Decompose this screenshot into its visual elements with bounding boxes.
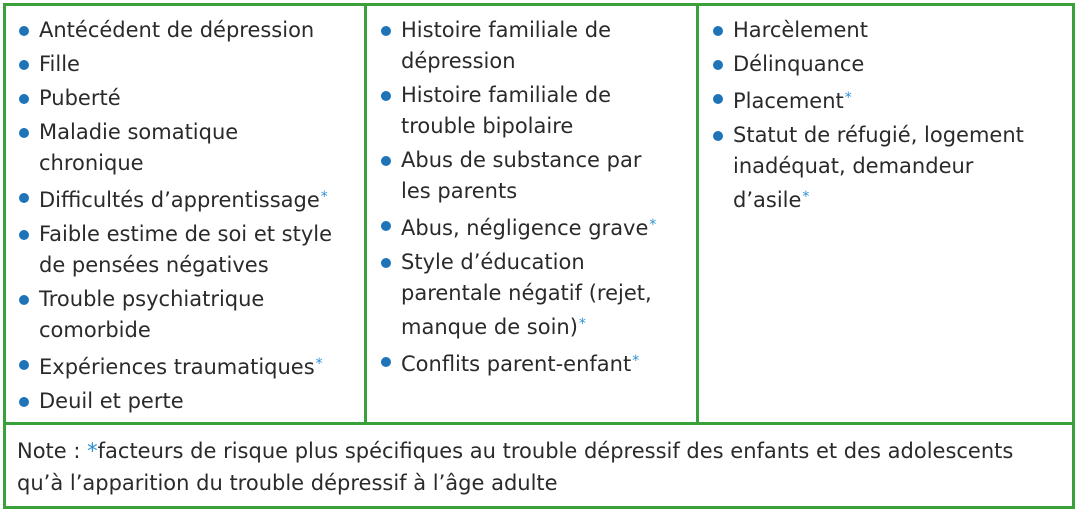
list-item-text: Deuil et perte xyxy=(39,389,184,413)
list-item xyxy=(709,120,1072,216)
list-item xyxy=(15,386,364,417)
list-item-text: Faible estime de soi et style de pensées négatives xyxy=(39,222,333,277)
risk-list-column-3 xyxy=(709,15,1072,216)
note-text: facteurs de risque plus spécifiques au trouble dépressif des enfants et des adolescents qu’à l’apparition du trouble dépressif à l’âge adulte xyxy=(17,439,1014,495)
bullet-icon xyxy=(713,94,723,104)
risk-factor-columns xyxy=(6,6,1072,422)
bullet-icon xyxy=(381,26,391,36)
list-item xyxy=(709,15,1072,46)
risk-list-column-2 xyxy=(377,15,696,380)
bullet-icon xyxy=(713,60,723,70)
note-asterisk: * xyxy=(87,439,98,463)
asterisk-marker: * xyxy=(649,217,657,233)
list-item-text: Trouble psychiatrique comorbide xyxy=(39,287,265,342)
bullet-icon xyxy=(381,221,391,231)
list-item-text: Fille xyxy=(39,52,80,76)
list-item xyxy=(15,83,364,114)
list-item-text: Style d’éducation parentale négatif (rejet, manque de soin) xyxy=(401,250,652,339)
bullet-icon xyxy=(19,128,29,138)
list-item-text: Difficultés d’apprentissage xyxy=(39,188,320,212)
list-item xyxy=(709,49,1072,80)
asterisk-marker: * xyxy=(844,90,852,106)
list-item-text: Histoire familiale de trouble bipolaire xyxy=(401,83,612,138)
column-3 xyxy=(699,6,1072,422)
bullet-icon xyxy=(381,91,391,101)
bullet-icon xyxy=(19,397,29,407)
list-item-text: Maladie somatique chronique xyxy=(39,120,239,175)
bullet-icon xyxy=(19,94,29,104)
list-item-text: Placement xyxy=(733,89,844,113)
note-prefix: Note : xyxy=(17,439,88,463)
list-item xyxy=(15,219,364,281)
list-item xyxy=(15,284,364,346)
list-item-text: Harcèlement xyxy=(733,18,868,42)
bullet-icon xyxy=(19,26,29,36)
list-item xyxy=(377,346,696,380)
list-item-text: Puberté xyxy=(39,86,121,110)
list-item-text: Abus de substance par les parents xyxy=(401,148,642,203)
list-item xyxy=(709,83,1072,117)
bullet-icon xyxy=(381,357,391,367)
list-item-text: Histoire familiale de dépression xyxy=(401,18,612,73)
asterisk-marker: * xyxy=(632,353,640,369)
asterisk-marker: * xyxy=(578,316,586,332)
list-item xyxy=(377,210,696,244)
list-item xyxy=(15,182,364,216)
bullet-icon xyxy=(381,156,391,166)
bullet-icon xyxy=(19,193,29,203)
list-item xyxy=(377,80,696,142)
list-item-text: Conflits parent-enfant xyxy=(401,352,632,376)
list-item xyxy=(15,49,364,80)
bullet-icon xyxy=(19,230,29,240)
bullet-icon xyxy=(381,258,391,268)
list-item xyxy=(15,349,364,383)
asterisk-marker: * xyxy=(315,356,323,372)
bullet-icon xyxy=(19,60,29,70)
risk-list-column-1 xyxy=(15,15,364,417)
asterisk-marker: * xyxy=(802,189,810,205)
list-item xyxy=(377,247,696,343)
list-item-text: Délinquance xyxy=(733,52,865,76)
bullet-icon xyxy=(713,26,723,36)
list-item xyxy=(15,15,364,46)
column-2 xyxy=(367,6,699,422)
list-item-text: Abus, négligence grave xyxy=(401,216,649,240)
bullet-icon xyxy=(713,131,723,141)
bullet-icon xyxy=(19,295,29,305)
list-item xyxy=(377,15,696,77)
list-item-text: Expériences traumatiques xyxy=(39,355,315,379)
list-item xyxy=(15,117,364,179)
list-item-text: Antécédent de dépression xyxy=(39,18,315,42)
risk-factors-table xyxy=(3,3,1075,509)
bullet-icon xyxy=(19,360,29,370)
list-item xyxy=(377,145,696,207)
list-item-text: Statut de réfugié, logement inadéquat, demandeur d’asile xyxy=(733,123,1024,212)
table-note xyxy=(6,422,1072,506)
asterisk-marker: * xyxy=(320,189,328,205)
column-1 xyxy=(6,6,367,422)
